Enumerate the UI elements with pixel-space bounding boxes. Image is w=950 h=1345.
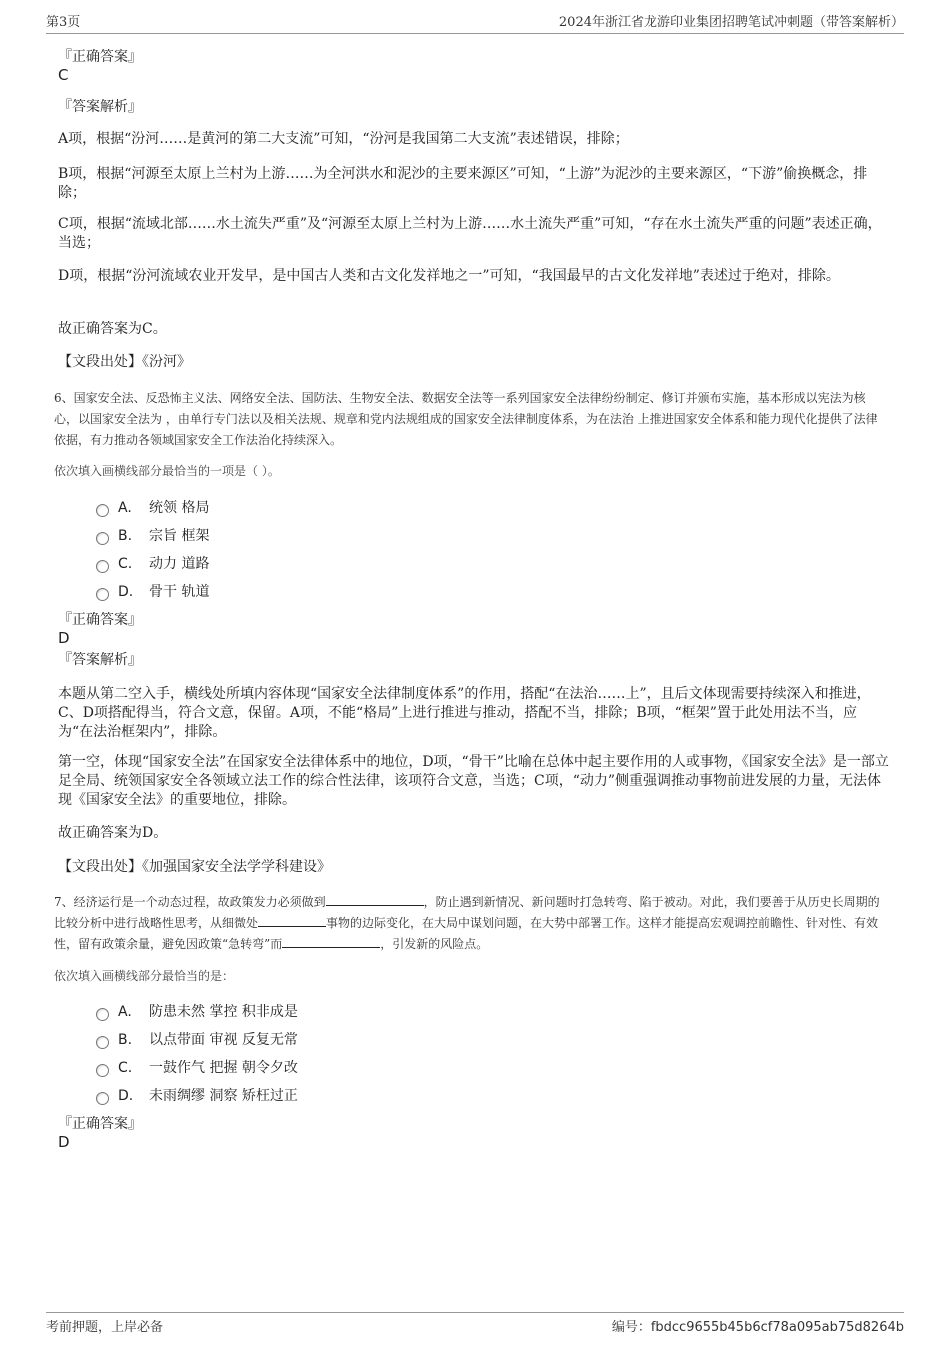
q5-analysis-label: 『答案解析』 bbox=[58, 99, 142, 115]
q7-answer-label: 『正确答案』 bbox=[58, 1116, 142, 1132]
q5-analysis-a: A项，根据“汾河……是黄河的第二大支流”可知，“汾河是我国第二大支流”表述错误，排除； bbox=[58, 131, 629, 147]
q6-option-b[interactable]: B. 宗旨 框架 bbox=[96, 526, 209, 545]
footer-slogan: 考前押题，上岸必备 bbox=[46, 1320, 164, 1335]
q6-answer-label: 『正确答案』 bbox=[58, 612, 142, 628]
q7-blank-3 bbox=[282, 935, 380, 948]
q7-option-c[interactable]: C. 一鼓作气 把握 朝令夕改 bbox=[96, 1058, 298, 1077]
q7-blank-1 bbox=[326, 893, 424, 906]
radio-icon[interactable] bbox=[96, 1036, 109, 1049]
q5-source: 【文段出处】《汾河》 bbox=[58, 354, 191, 370]
q7-answer: D bbox=[58, 1133, 70, 1151]
q6-prompt: 依次填入画横线部分最恰当的一项是（ ）。 bbox=[54, 464, 280, 478]
radio-icon[interactable] bbox=[96, 504, 109, 517]
radio-icon[interactable] bbox=[96, 588, 109, 601]
q5-analysis-b: B项，根据“河源至太原上兰村为上游……为全河洪水和泥沙的主要来源区”可知，“上游”为泥沙的主要来源区，“下游”偷换概念，排除； bbox=[58, 166, 868, 201]
q6-analysis-label: 『答案解析』 bbox=[58, 652, 142, 668]
q7-blank-2 bbox=[258, 914, 326, 927]
radio-icon[interactable] bbox=[96, 1064, 109, 1077]
q7-option-d[interactable]: D. 未雨绸缪 洞察 矫枉过正 bbox=[96, 1086, 298, 1105]
q6-option-c[interactable]: C. 动力 道路 bbox=[96, 554, 209, 573]
q7-stem: 7、经济运行是一个动态过程，故政策发力必须做到 ，防止遇到新情况、新问题时打急转弯、陷于被动。对此，我们要善于从历史长周期的比较分析中进行战略性思考，从细微处 事物的边际变化，在大局中谋划问题，在大势中部署工作。这样才能提高宏观调控前瞻性、针对性、有效性，留有政策余量，避免因政策“急转弯”而 ，引发新的风险点。 bbox=[54, 895, 880, 951]
radio-icon[interactable] bbox=[96, 1092, 109, 1105]
q6-conclusion: 故正确答案为D。 bbox=[58, 825, 168, 841]
q6-source: 【文段出处】《加强国家安全法学学科建设》 bbox=[58, 859, 331, 875]
page-footer bbox=[46, 1312, 904, 1335]
radio-icon[interactable] bbox=[96, 532, 109, 545]
q5-analysis-d: D项，根据“汾河流域农业开发早，是中国古人类和古文化发祥地之一”可知，“我国最早的古文化发祥地”表述过于绝对，排除。 bbox=[58, 268, 840, 284]
q5-answer-label: 『正确答案』 bbox=[58, 49, 142, 65]
q5-analysis-c: C项，根据“流域北部……水土流失严重”及“河源至太原上兰村为上游……水土流失严重”可知，“存在水土流失严重的问题”表述正确，当选； bbox=[58, 216, 882, 251]
q6-stem: 6、国家安全法、反恐怖主义法、网络安全法、国防法、生物安全法、数据安全法等一系列国家安全法律纷纷制定、修订并颁布实施，基本形成以宪法为核心，以国家安全法为 ，由单行专门法以及相关法规、规章和党内法规组成的国家安全法律制度体系，为在法治 上推进国家安全体系和能力现代化提供了法律依据，有力推动各领域国家安全工作法治化持续深入。 bbox=[54, 391, 878, 447]
radio-icon[interactable] bbox=[96, 1008, 109, 1021]
q7-prompt: 依次填入画横线部分最恰当的是： bbox=[54, 969, 235, 983]
q6-answer: D bbox=[58, 629, 70, 647]
radio-icon[interactable] bbox=[96, 560, 109, 573]
document-title: 2024年浙江省龙游印业集团招聘笔试冲刺题（带答案解析） bbox=[558, 15, 904, 30]
q5-answer: C bbox=[58, 66, 69, 84]
q7-option-b[interactable]: B. 以点带面 审视 反复无常 bbox=[96, 1030, 298, 1049]
q6-option-a[interactable]: A. 统领 格局 bbox=[96, 498, 209, 517]
q6-analysis-1: 本题从第二空入手，横线处所填内容体现“国家安全法律制度体系”的作用，搭配“在法治……上”，且后文体现需要持续深入和推进，C、D项搭配得当，符合文意，保留。A项，不能“格局”上进行推进与推动，搭配不当，排除；B项，“框架”置于此处用法不当，应为“在法治框架内”，排除。 bbox=[58, 686, 871, 740]
page-number: 第3页 bbox=[46, 15, 81, 30]
q7-option-a[interactable]: A. 防患未然 掌控 积非成是 bbox=[96, 1002, 298, 1021]
document-id: 编号：fbdcc9655b45b6cf78a095ab75d8264b bbox=[611, 1320, 904, 1335]
q6-option-d[interactable]: D. 骨干 轨道 bbox=[96, 582, 209, 601]
q5-conclusion: 故正确答案为C。 bbox=[58, 321, 167, 337]
q6-analysis-2: 第一空，体现“国家安全法”在国家安全法律体系中的地位，D项，“骨干”比喻在总体中起主要作用的人或事物，《国家安全法》是一部立足全局、统领国家安全各领域立法工作的综合性法律，该项符合文意，当选；C项，“动力”侧重强调推动事物前进发展的力量，无法体现《国家安全法》的重要地位，排除。 bbox=[58, 754, 889, 808]
